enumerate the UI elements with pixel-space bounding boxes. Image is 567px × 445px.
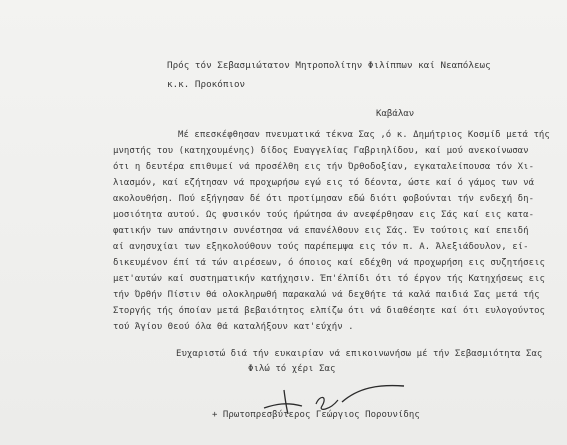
body-line-4: λιασμόν, καί εζήτησαν νά προχωρήσω εγώ εις τό δέοντα, ώστε καί ό γάμος των νά bbox=[113, 178, 535, 188]
body-line-13: τού Άγίου Θεού όλα θά καταλήξουν κατ'εύχήν . bbox=[113, 322, 354, 332]
body-line-2: μνηστής του (κατηχουμένης) δίδος Ευαγγελίας Γαβριηλίδου, καί μού ανεκοίνωσαν bbox=[113, 146, 529, 156]
body-line-12: Στοργής τής όποίαν μετά βεβαιότητος ελπίζω ότι νά διαθέσητε καί ότι ευλογούντος bbox=[113, 306, 546, 316]
place-name: Καβάλαν bbox=[376, 109, 415, 119]
body-line-8: αί ανησυχίαι των εξηκολούθουν τούς παρέπεμψα εις τόν π. Α. Άλεξιάδουλον, εί- bbox=[113, 242, 529, 252]
body-line-7: φατικήν των απάντησιν συνέστησα νά επανέλθουν εις Σάς. Έν τούτοις καί επειδή bbox=[113, 226, 529, 236]
closing-line-2: Φιλώ τό χέρι Σας bbox=[248, 364, 336, 374]
address-line-1: Πρός τόν Σεβασμιώτατον Μητροπολίτην Φιλίππων καί Νεαπόλεως bbox=[167, 60, 491, 71]
body-line-1: Μέ επεσκέφθησαν πνευματικά τέκνα Σας ,ό κ. Δημήτριος Κοσμίδ μετά τής bbox=[178, 130, 550, 140]
signature-name: + Πρωτοπρεσβύτερος Γεώργιος Πορουνίδης bbox=[212, 410, 420, 420]
body-line-11: τήν Όρθήν Πίστιν θά ολοκληρωθή παρακαλώ νά δεχθήτε τά καλά παιδιά Σας μετά τής bbox=[113, 290, 540, 300]
body-line-6: μοσιότητα αυτού. Ως φυσικόν τούς ήρώτησα άν ανεφέρθησαν εις Σάς καί εις κατα- bbox=[113, 210, 535, 220]
closing-line-1: Ευχαριστώ διά τήν ευκαιρίαν νά επικοινωνήσω μέ τήν Σεβασμιότητα Σας bbox=[176, 349, 543, 359]
body-line-10: μετ'αυτών καί συστηματικήν κατήχησιν. Έπ'έλπίδι ότι τό έργον τής Κατηχήσεως εις bbox=[113, 274, 546, 284]
body-line-9: δικευμένον έπί τά τών αιρέσεων, ό όποιος καί εδέχθη νά προχωρήση εις συζητήσεις bbox=[113, 258, 546, 268]
address-line-2: κ.κ. Προκόπιον bbox=[167, 79, 246, 90]
body-line-5: ακολουθήση. Πού εξήγησαν δέ ότι προτίμησαν εδώ διότι φοβούνται τήν ενδεχή δη- bbox=[113, 194, 535, 204]
body-line-3: ότι η δευτέρα επιθυμεί νά προσέλθη εις τήν Όρθοδοξίαν, εγκαταλείπουσα τόν Χι- bbox=[113, 162, 535, 172]
